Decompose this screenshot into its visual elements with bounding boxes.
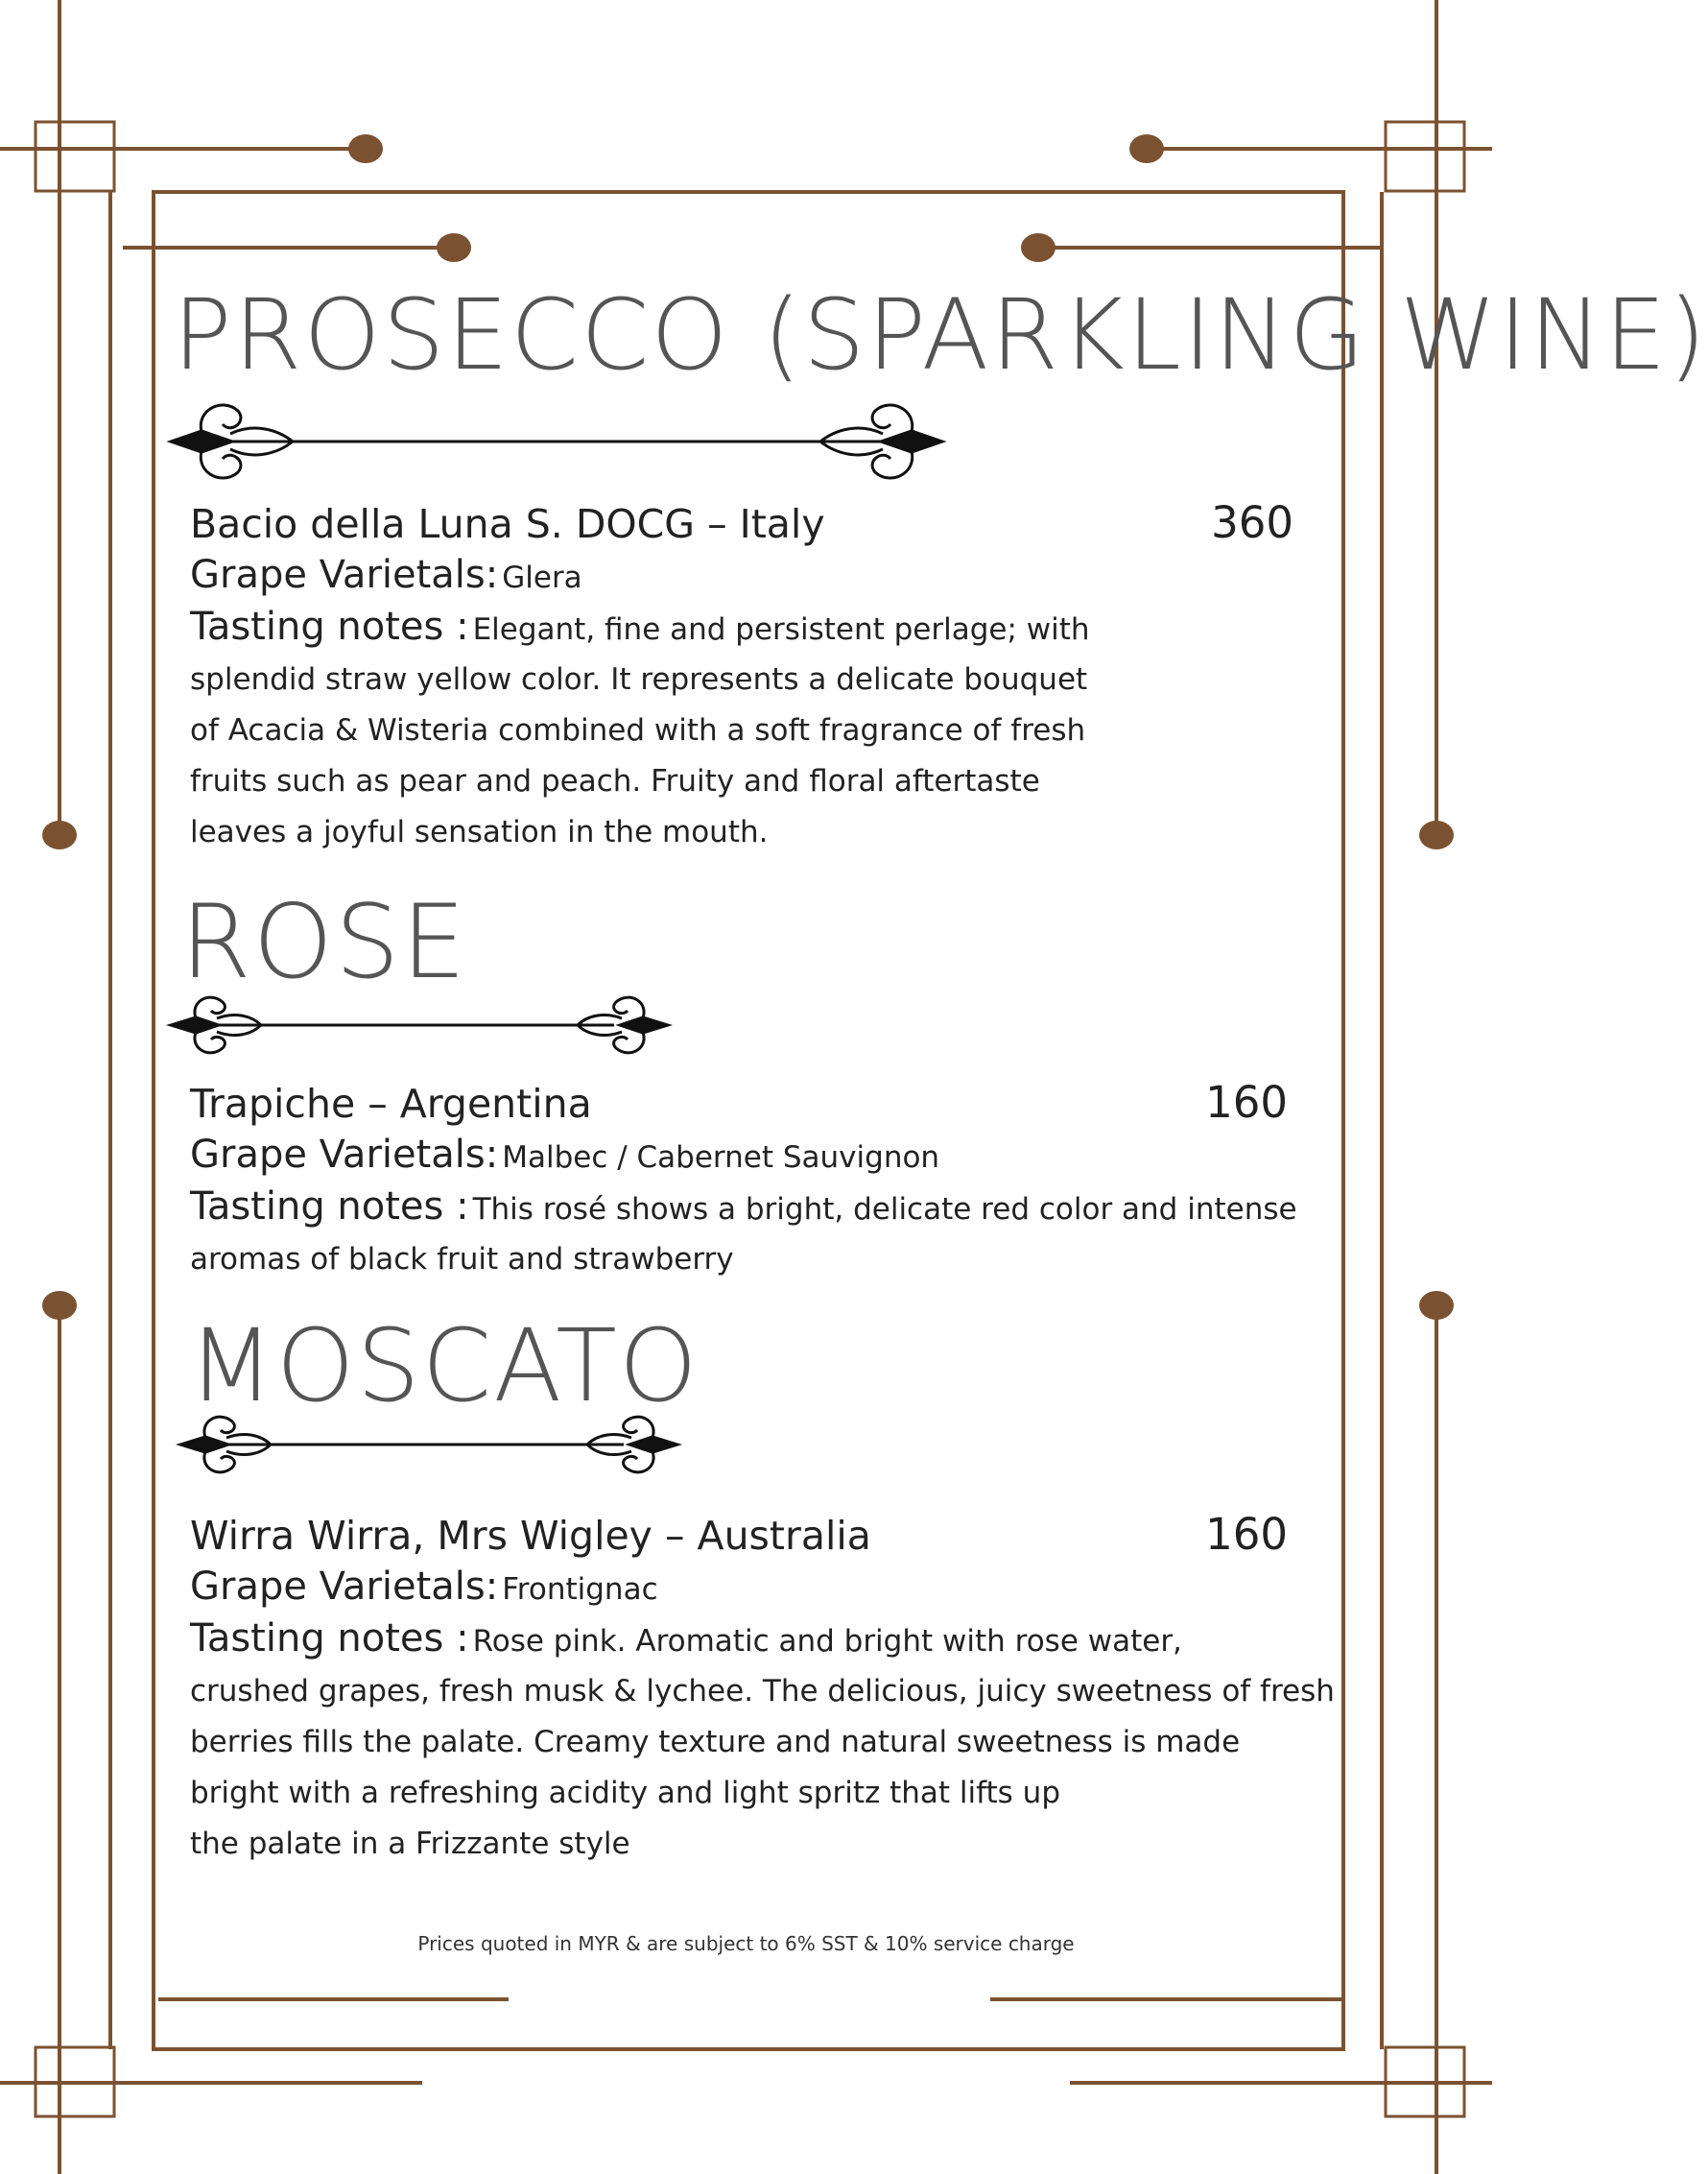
tasting-notes-line: aromas of black fruit and strawberry [190, 1242, 734, 1277]
grape-varietals-value: Malbec / Cabernet Sauvignon [502, 1140, 940, 1175]
wine-price-wirra-wirra: 160 [1205, 1509, 1288, 1560]
tasting-notes-line: splendid straw yellow color. It represents a delicate bouquet [190, 662, 1088, 697]
wine-price-bacio-della-luna: 360 [1211, 497, 1293, 548]
section-heading-moscato: MOSCATO [188, 1307, 700, 1424]
section-heading-rose: ROSE [180, 883, 468, 1001]
divider-ornament-1 [171, 405, 942, 478]
tasting-notes-line: Elegant, fine and persistent perlage; with [472, 612, 1090, 647]
grape-varietals-label: Grape Varietals: [190, 553, 499, 597]
price-disclaimer-footer: Prices quoted in MYR & are subject to 6% SST & 10% service charge [417, 1932, 1075, 1955]
tasting-notes-row [190, 1616, 1182, 1660]
tasting-notes-label: Tasting notes : [190, 605, 469, 649]
tasting-notes-line: bright with a refreshing acidity and light spritz that lifts up [190, 1776, 1061, 1810]
divider-ornament-2 [171, 997, 668, 1053]
grape-varietals-row [190, 1565, 658, 1609]
wine-name-bacio-della-luna: Bacio della Luna S. DOCG – Italy [190, 501, 825, 547]
grape-varietals-row [190, 553, 582, 597]
grape-varietals-value: Glera [502, 561, 582, 595]
tasting-notes-line: crushed grapes, fresh musk & lychee. The delicious, juicy sweetness of fresh [190, 1674, 1335, 1708]
divider-ornament-3 [180, 1417, 677, 1472]
tasting-notes-line: of Acacia & Wisteria combined with a soft fragrance of fresh [190, 713, 1086, 748]
wine-price-trapiche: 160 [1205, 1077, 1288, 1128]
tasting-notes-line: This rosé shows a bright, delicate red color and intense [472, 1192, 1297, 1227]
tasting-notes-line: the palate in a Frizzante style [190, 1827, 630, 1861]
tasting-notes-row [190, 1184, 1297, 1229]
tasting-notes-row [190, 605, 1090, 649]
wine-name-trapiche: Trapiche – Argentina [190, 1081, 592, 1127]
tasting-notes-line: Rose pink. Aromatic and bright with rose water, [472, 1624, 1182, 1659]
grape-varietals-label: Grape Varietals: [190, 1565, 499, 1609]
tasting-notes-line: fruits such as pear and peach. Fruity and floral aftertaste [190, 764, 1040, 799]
grape-varietals-label: Grape Varietals: [190, 1133, 499, 1177]
grape-varietals-value: Frontignac [502, 1572, 658, 1607]
grape-varietals-row [190, 1133, 939, 1177]
tasting-notes-label: Tasting notes : [190, 1184, 469, 1229]
section-heading-prosecco: PROSECCO (SPARKLING WINE) [173, 278, 1708, 393]
tasting-notes-label: Tasting notes : [190, 1616, 469, 1660]
tasting-notes-line: leaves a joyful sensation in the mouth. [190, 815, 769, 849]
wine-name-wirra-wirra: Wirra Wirra, Mrs Wigley – Australia [190, 1513, 871, 1559]
tasting-notes-line: berries fills the palate. Creamy texture and natural sweetness is made [190, 1725, 1241, 1759]
